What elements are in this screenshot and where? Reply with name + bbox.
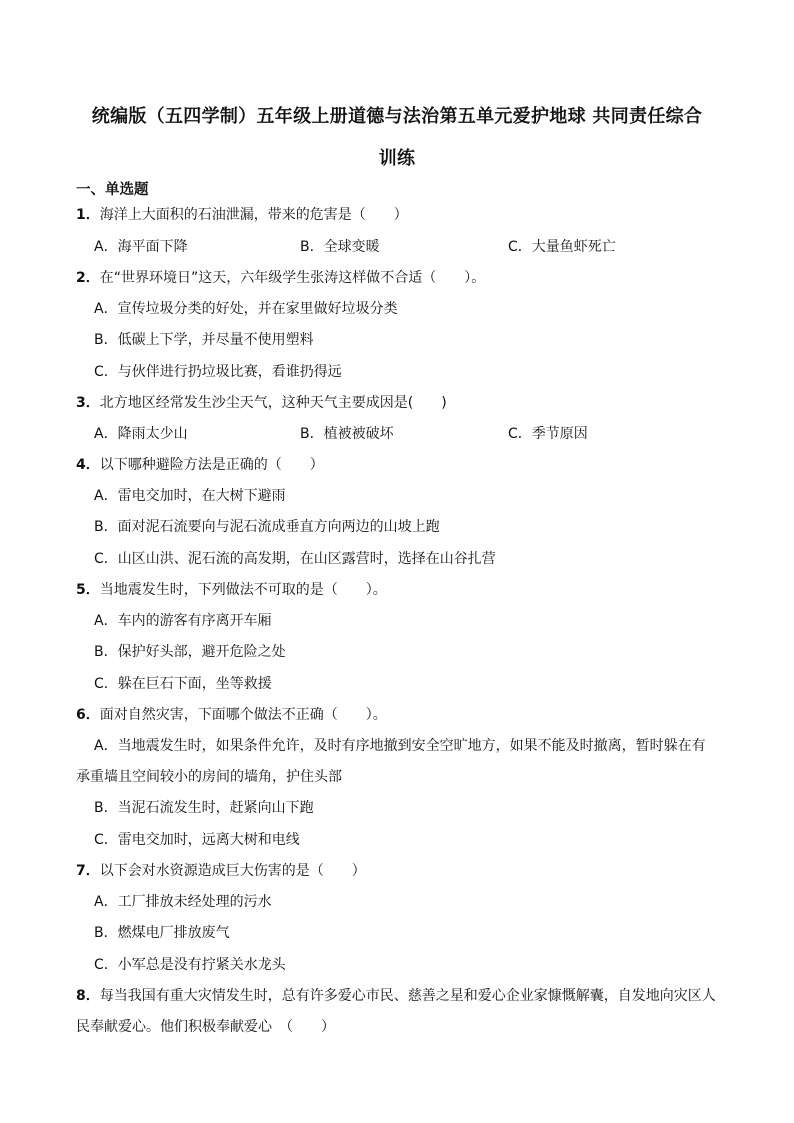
question-number: 1． <box>76 207 100 223</box>
question-number: 6． <box>76 707 100 723</box>
question-text: 在“世界环境日”这天，六年级学生张涛这样做不合适（ ）。 <box>99 270 486 286</box>
section-heading: 一、单选题 <box>76 182 149 198</box>
option-4a: A．雷电交加时，在大树下避雨 <box>94 488 286 504</box>
question-text: 当地震发生时，下列做法不可取的是（ ）。 <box>99 582 387 598</box>
option-7a: A．工厂排放未经处理的污水 <box>94 894 272 910</box>
question-8 <box>76 981 716 1043</box>
worksheet-title-line-2: 训练 <box>378 148 416 169</box>
option-1c: C．大量鱼虾死亡 <box>508 239 616 255</box>
question-3 <box>76 393 716 413</box>
question-4 <box>76 455 716 475</box>
option-4c: C．山区山洪、泥石流的高发期，在山区露营时，选择在山谷扎营 <box>94 551 496 567</box>
question-text: 面对自然灾害，下面哪个做法不正确（ ）。 <box>99 707 387 723</box>
option-2b: B．低碳上下学，并尽量不使用塑料 <box>94 332 314 348</box>
option-5a: A．车内的游客有序离开车厢 <box>94 613 272 629</box>
question-text: 每当我国有重大灾情发生时，总有许多爱心市民、慈善之星和爱心企业家慷慨解囊，自发地向灾区人民奉献爱心。他们积极奉献爱心 （ ） <box>76 988 716 1035</box>
question-text: 海洋上大面积的石油泄漏，带来的危害是（ ） <box>99 207 408 223</box>
question-text: 以下哪种避险方法是正确的（ ） <box>99 457 324 473</box>
question-number: 8． <box>76 988 100 1004</box>
option-3c: C．季节原因 <box>508 426 588 442</box>
question-1 <box>76 205 716 225</box>
option-7b: B．燃煤电厂排放废气 <box>94 925 230 941</box>
question-text: 北方地区经常发生沙尘天气，这种天气主要成因是( ) <box>99 395 447 411</box>
question-number: 2． <box>76 270 100 286</box>
option-6b: B．当泥石流发生时，赶紧向山下跑 <box>94 800 314 816</box>
option-2c: C．与伙伴进行扔垃圾比赛，看谁扔得远 <box>94 364 342 380</box>
option-6a: A．当地震发生时，如果条件允许，及时有序地撤到安全空旷地方，如果不能及时撤离，暂时躲在有承重墙且空间较小的房间的墙角，护住头部 <box>76 738 706 785</box>
option-6c: C．雷电交加时，远离大树和电线 <box>94 832 300 848</box>
question-text: 以下会对水资源造成巨大伤害的是（ ） <box>99 863 366 879</box>
question-2 <box>76 268 716 288</box>
question-number: 5． <box>76 582 100 598</box>
question-7 <box>76 861 716 881</box>
question-number: 7． <box>76 863 100 879</box>
option-5c: C．躲在巨石下面，坐等救援 <box>94 676 272 692</box>
question-number: 4． <box>76 457 100 473</box>
option-1b: B．全球变暖 <box>300 239 380 255</box>
option-1a: A．海平面下降 <box>94 239 188 255</box>
option-7c: C．小军总是没有拧紧关水龙头 <box>94 957 286 973</box>
option-4b: B．面对泥石流要向与泥石流成垂直方向两边的山坡上跑 <box>94 519 440 535</box>
question-number: 3． <box>76 395 100 411</box>
option-3a: A．降雨太少山 <box>94 426 188 442</box>
option-5b: B．保护好头部，避开危险之处 <box>94 644 286 660</box>
option-3b: B．植被被破坏 <box>300 426 394 442</box>
worksheet-title-line-1: 统编版（五四学制）五年级上册道德与法治第五单元爱护地球 共同责任综合 <box>91 106 703 127</box>
question-5 <box>76 580 716 600</box>
option-2a: A．宣传垃圾分类的好处，并在家里做好垃圾分类 <box>94 301 398 317</box>
question-6 <box>76 705 716 725</box>
